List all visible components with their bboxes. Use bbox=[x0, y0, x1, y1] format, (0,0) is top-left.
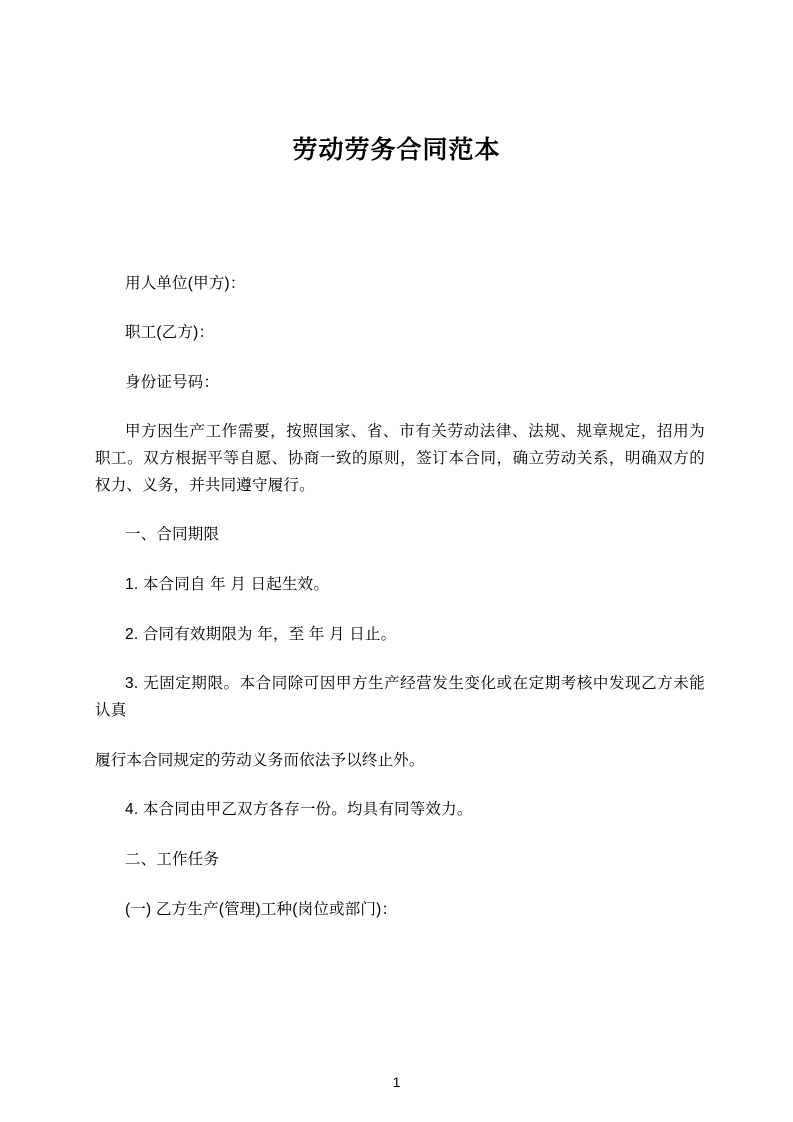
heading-section-1: 一、合同期限 bbox=[125, 526, 220, 544]
page-number: 1 bbox=[392, 1074, 401, 1090]
clause-1-3: 3. 无固定期限。本合同除可因甲方生产经营发生变化或在定期考核中发现乙方未能认真 bbox=[95, 675, 705, 720]
paragraph-preamble: 甲方因生产工作需要，按照国家、省、市有关劳动法律、法规、规章规定，招用为职工。双方根据平等自愿、协商一致的原则，签订本合同，确立劳动关系，明确双方的权力、义务，并共同遵守履行。 bbox=[95, 423, 705, 494]
heading-section-2: 二、工作任务 bbox=[125, 851, 220, 869]
page-title: 劳动劳务合同范本 bbox=[292, 136, 501, 164]
clause-1-3-continued: 履行本合同规定的劳动义务而依法予以终止外。 bbox=[95, 751, 425, 769]
paragraph-employee: 职工(乙方)： bbox=[125, 324, 215, 342]
clause-1-2: 2. 合同有效期限为 年，至 年 月 日止。 bbox=[125, 625, 397, 643]
clause-2-1: (一) 乙方生产(管理)工种(岗位或部门)： bbox=[125, 900, 398, 918]
clause-1-4: 4. 本合同由甲乙双方各存一份。均具有同等效力。 bbox=[125, 801, 473, 819]
clause-1-1: 1. 本合同自 年 月 日起生效。 bbox=[125, 576, 330, 594]
paragraph-employer: 用人单位(甲方)： bbox=[125, 274, 246, 292]
document-body bbox=[0, 167, 793, 924]
paragraph-id-number: 身份证号码： bbox=[125, 373, 220, 391]
